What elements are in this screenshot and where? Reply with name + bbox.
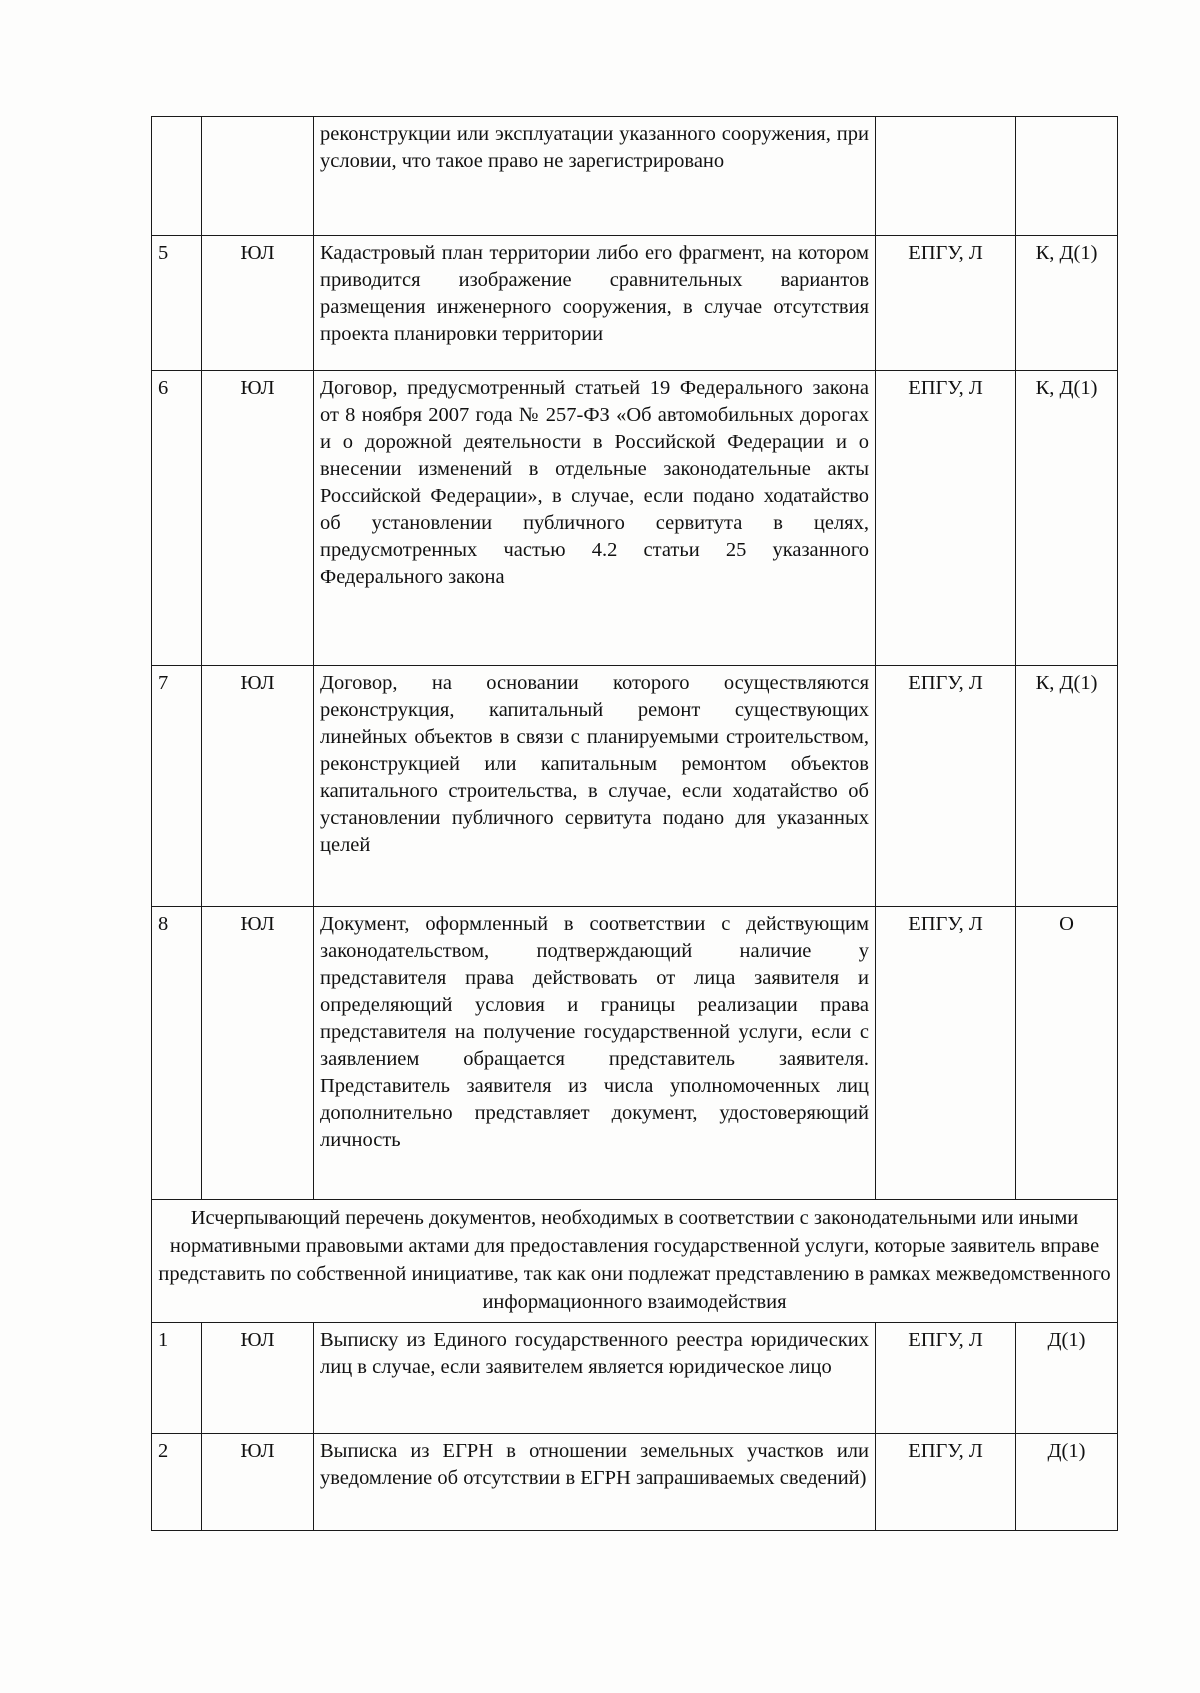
submission-method: ЕПГУ, Л [876,666,1016,907]
applicant-type: ЮЛ [202,236,314,371]
document-description: Документ, оформленный в соответствии с действующим законодательством, подтверждающий наличие у представителя права действовать от лица заявителя и определяющий условия и границы реализации права представителя на получение государственной услуги, если с заявлением обращается представитель заявителя. Представитель заявителя из числа уполномоченных лиц дополнительно представляет документ, удостоверяющий личность [314,907,876,1200]
requirement-code: К, Д(1) [1016,666,1118,907]
applicant-type: ЮЛ [202,666,314,907]
requirement-code: Д(1) [1016,1434,1118,1531]
document-description: Кадастровый план территории либо его фрагмент, на котором приводится изображение сравнительных вариантов размещения инженерного сооружения, в случае отсутствия проекта планировки территории [314,236,876,371]
requirement-code: К, Д(1) [1016,371,1118,666]
document-description: Выписка из ЕГРН в отношении земельных участков или уведомление об отсутствии в ЕГРН запрашиваемых сведений) [314,1434,876,1531]
table-row [152,666,1118,907]
submission-method: ЕПГУ, Л [876,236,1016,371]
row-number: 8 [152,907,202,1200]
table-row [152,907,1118,1200]
submission-method: ЕПГУ, Л [876,1434,1016,1531]
requirement-code: О [1016,907,1118,1200]
requirement-code: К, Д(1) [1016,236,1118,371]
row-number-cell [152,117,202,236]
table-row [152,371,1118,666]
requirement-cell [1016,117,1118,236]
requirement-code: Д(1) [1016,1323,1118,1434]
document-description: Договор, на основании которого осуществляются реконструкция, капитальный ремонт существующих линейных объектов в связи с планируемыми строительством, реконструкцией или капитальным ремонтом объектов капитального строительства, в случае, если ходатайство об установлении публичного сервитута подано для указанных целей [314,666,876,907]
table-row [152,1323,1118,1434]
document-description: реконструкции или эксплуатации указанного сооружения, при условии, что такое право не зарегистрировано [314,117,876,236]
section-heading: Исчерпывающий перечень документов, необходимых в соответствии с законодательными или иными нормативными правовыми актами для предоставления государственной услуги, которые заявитель вправе представить по собственной инициативе, так как они подлежат представлению в рамках межведомственного информационного взаимодействия [152,1200,1118,1323]
document-description: Договор, предусмотренный статьей 19 Федерального закона от 8 ноября 2007 года № 257-ФЗ «Об автомобильных дорогах и о дорожной деятельности в Российской Федерации и о внесении изменений в отдельные законодательные акты Российской Федерации», в случае, если подано ходатайство об установлении публичного сервитута в целях, предусмотренных частью 4.2 статьи 25 указанного Федерального закона [314,371,876,666]
documents-table [151,116,1118,1531]
table-row-continuation [152,117,1118,236]
applicant-cell [202,117,314,236]
table-row [152,1434,1118,1531]
applicant-type: ЮЛ [202,371,314,666]
submission-method: ЕПГУ, Л [876,907,1016,1200]
submission-method: ЕПГУ, Л [876,1323,1016,1434]
table-row [152,236,1118,371]
row-number: 1 [152,1323,202,1434]
applicant-type: ЮЛ [202,1434,314,1531]
section-heading-row [152,1200,1118,1323]
row-number: 6 [152,371,202,666]
applicant-type: ЮЛ [202,907,314,1200]
row-number: 5 [152,236,202,371]
applicant-type: ЮЛ [202,1323,314,1434]
submission-method: ЕПГУ, Л [876,371,1016,666]
submission-method-cell [876,117,1016,236]
row-number: 7 [152,666,202,907]
row-number: 2 [152,1434,202,1531]
document-description: Выписку из Единого государственного реестра юридических лиц в случае, если заявителем является юридическое лицо [314,1323,876,1434]
